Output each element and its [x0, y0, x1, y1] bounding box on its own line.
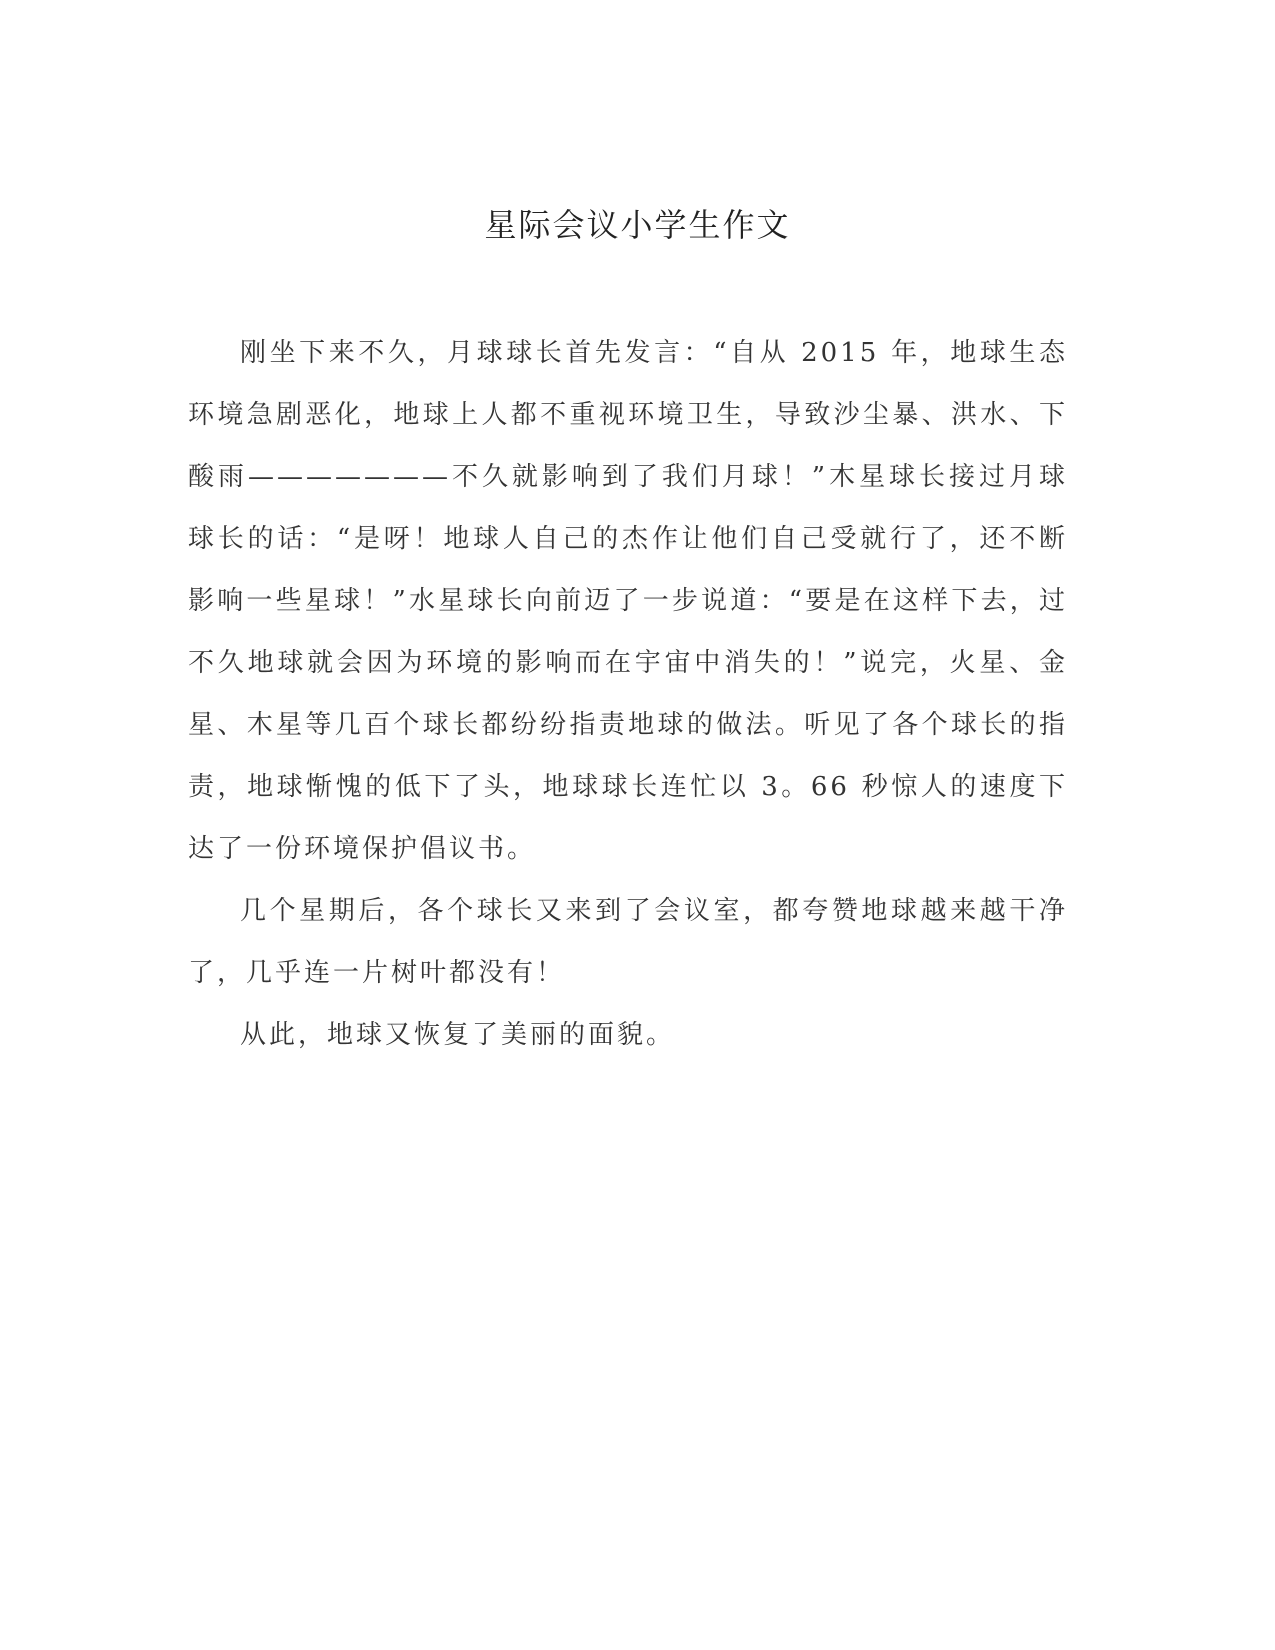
document-body [188, 322, 1068, 1066]
paragraph: 刚坐下来不久，月球球长首先发言：“自从 2015 年，地球生态环境急剧恶化，地球上人都不重视环境卫生，导致沙尘暴、洪水、下酸雨———————不久就影响到了我们月球！”木星球长接过月球球长的话：“是呀！地球人自己的杰作让他们自己受就行了，还不断影响一些星球！”水星球长向前迈了一步说道：“要是在这样下去，过不久地球就会因为环境的影响而在宇宙中消失的！”说完，火星、金星、木星等几百个球长都纷纷指责地球的做法。听见了各个球长的指责，地球惭愧的低下了头，地球球长连忙以 3。66 秒惊人的速度下达了一份环境保护倡议书。 [188, 338, 1068, 864]
paragraph: 几个星期后，各个球长又来到了会议室，都夸赞地球越来越干净了，几乎连一片树叶都没有！ [188, 896, 1068, 988]
paragraph: 从此，地球又恢复了美丽的面貌。 [240, 1020, 676, 1050]
document-title: 星际会议小学生作文 [484, 206, 791, 244]
